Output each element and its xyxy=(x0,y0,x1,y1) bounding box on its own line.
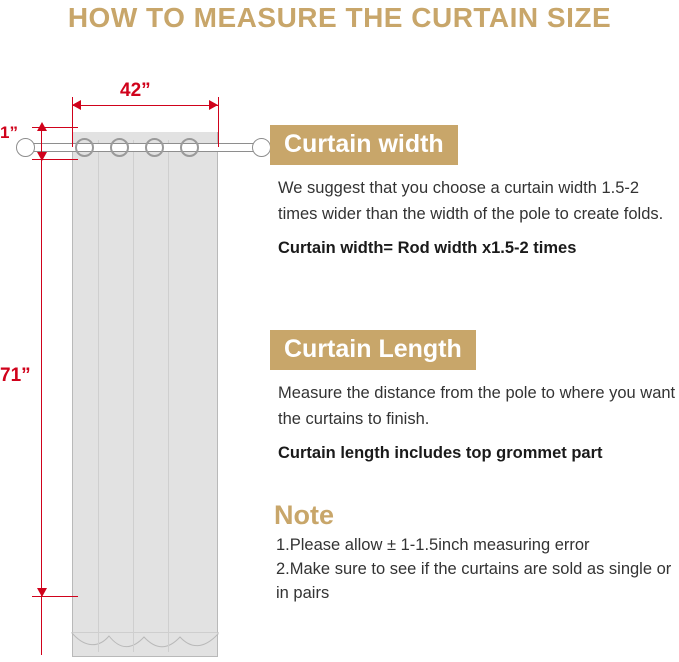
grommet-tick-bottom xyxy=(32,159,78,160)
width-arrow-left xyxy=(72,100,81,110)
width-dimension-label: 42” xyxy=(120,80,151,101)
width-arrow-right xyxy=(209,100,218,110)
curtain-fold-line xyxy=(98,140,99,652)
width-extension-right xyxy=(218,97,219,147)
height-dimension-line xyxy=(41,130,42,655)
section-note xyxy=(270,500,679,605)
grommet-tick-top xyxy=(32,127,78,128)
width-dimension-line xyxy=(72,105,218,106)
note-line-1: 1.Please allow ± 1-1.5inch measuring error xyxy=(276,536,590,554)
section-body-width: We suggest that you choose a curtain width 1.5-2 times wider than the width of the pole to create folds. xyxy=(278,179,664,223)
section-formula-length: Curtain length includes top grommet part xyxy=(278,444,603,462)
grommet-icon xyxy=(110,138,129,157)
curtain-hem xyxy=(71,632,219,662)
section-body-length: Measure the distance from the pole to where you want the curtains to finish. xyxy=(278,384,676,428)
rod-finial-left xyxy=(16,138,35,157)
grommet-icon xyxy=(180,138,199,157)
grommet-icon xyxy=(75,138,94,157)
grommet-icon xyxy=(145,138,164,157)
page-title: HOW TO MEASURE THE CURTAIN SIZE xyxy=(67,2,612,33)
note-heading: Note xyxy=(274,500,334,530)
section-formula-width: Curtain width= Rod width x1.5-2 times xyxy=(278,239,577,257)
curtain-fold-line xyxy=(168,140,169,652)
grommet-dimension-label: 1” xyxy=(0,123,18,142)
curtain-diagram xyxy=(0,60,290,628)
section-curtain-width xyxy=(270,125,679,258)
curtain-fold-line xyxy=(133,140,134,652)
note-line-2: 2.Make sure to see if the curtains are sold as single or in pairs xyxy=(276,560,672,602)
curtain-panel xyxy=(72,132,218,657)
section-heading-width: Curtain width xyxy=(270,125,458,165)
section-curtain-length xyxy=(270,330,679,463)
height-dimension-label: 71” xyxy=(0,365,31,386)
rod-finial-right xyxy=(252,138,271,157)
height-tick-bottom xyxy=(32,596,78,597)
section-heading-length: Curtain Length xyxy=(270,330,476,370)
